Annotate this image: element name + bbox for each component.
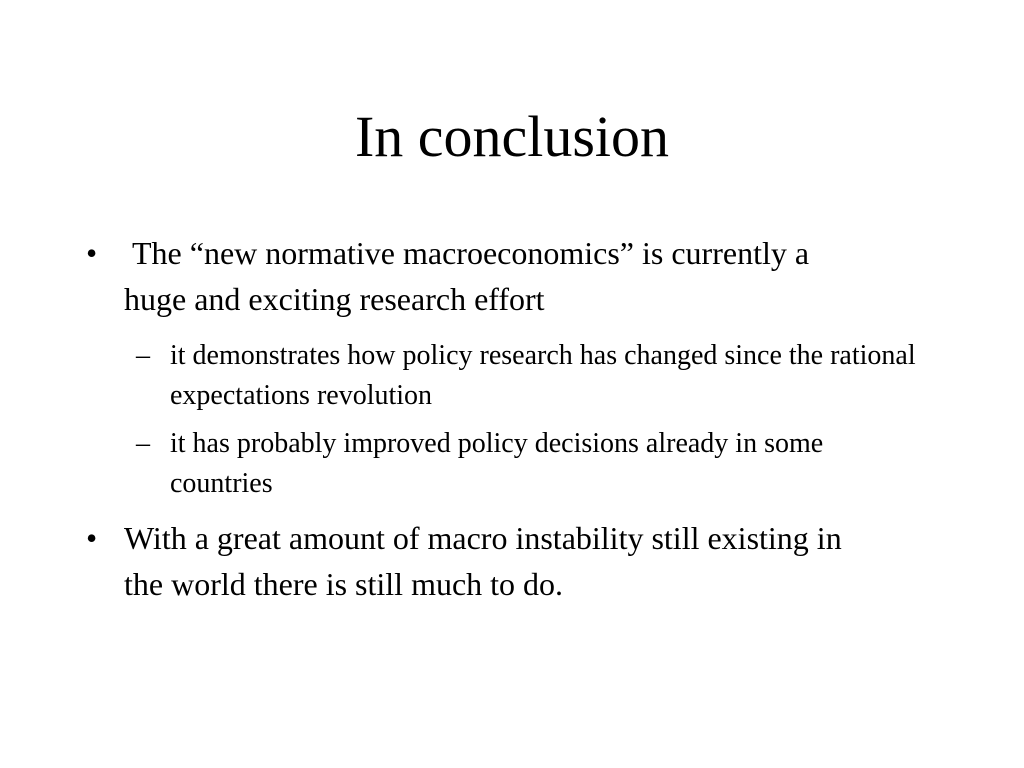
bullet-text: The “new normative macroeconomics” is currently a huge and exciting research effort: [124, 235, 818, 317]
sub-bullet-marker: –: [136, 340, 150, 371]
sub-bullet-text: it has probably improved policy decisions already in some countries: [170, 428, 824, 499]
bullet-marker: •: [86, 520, 98, 556]
slide-title: In conclusion: [354, 104, 670, 169]
sub-bullet-marker: –: [136, 428, 150, 459]
bullet-text: With a great amount of macro instability still existing in the world there is still much to do.: [124, 520, 842, 602]
bullet-marker: •: [86, 235, 98, 271]
sub-bullet-text: it demonstrates how policy research has changed since the rational expectations revolution: [170, 340, 916, 411]
